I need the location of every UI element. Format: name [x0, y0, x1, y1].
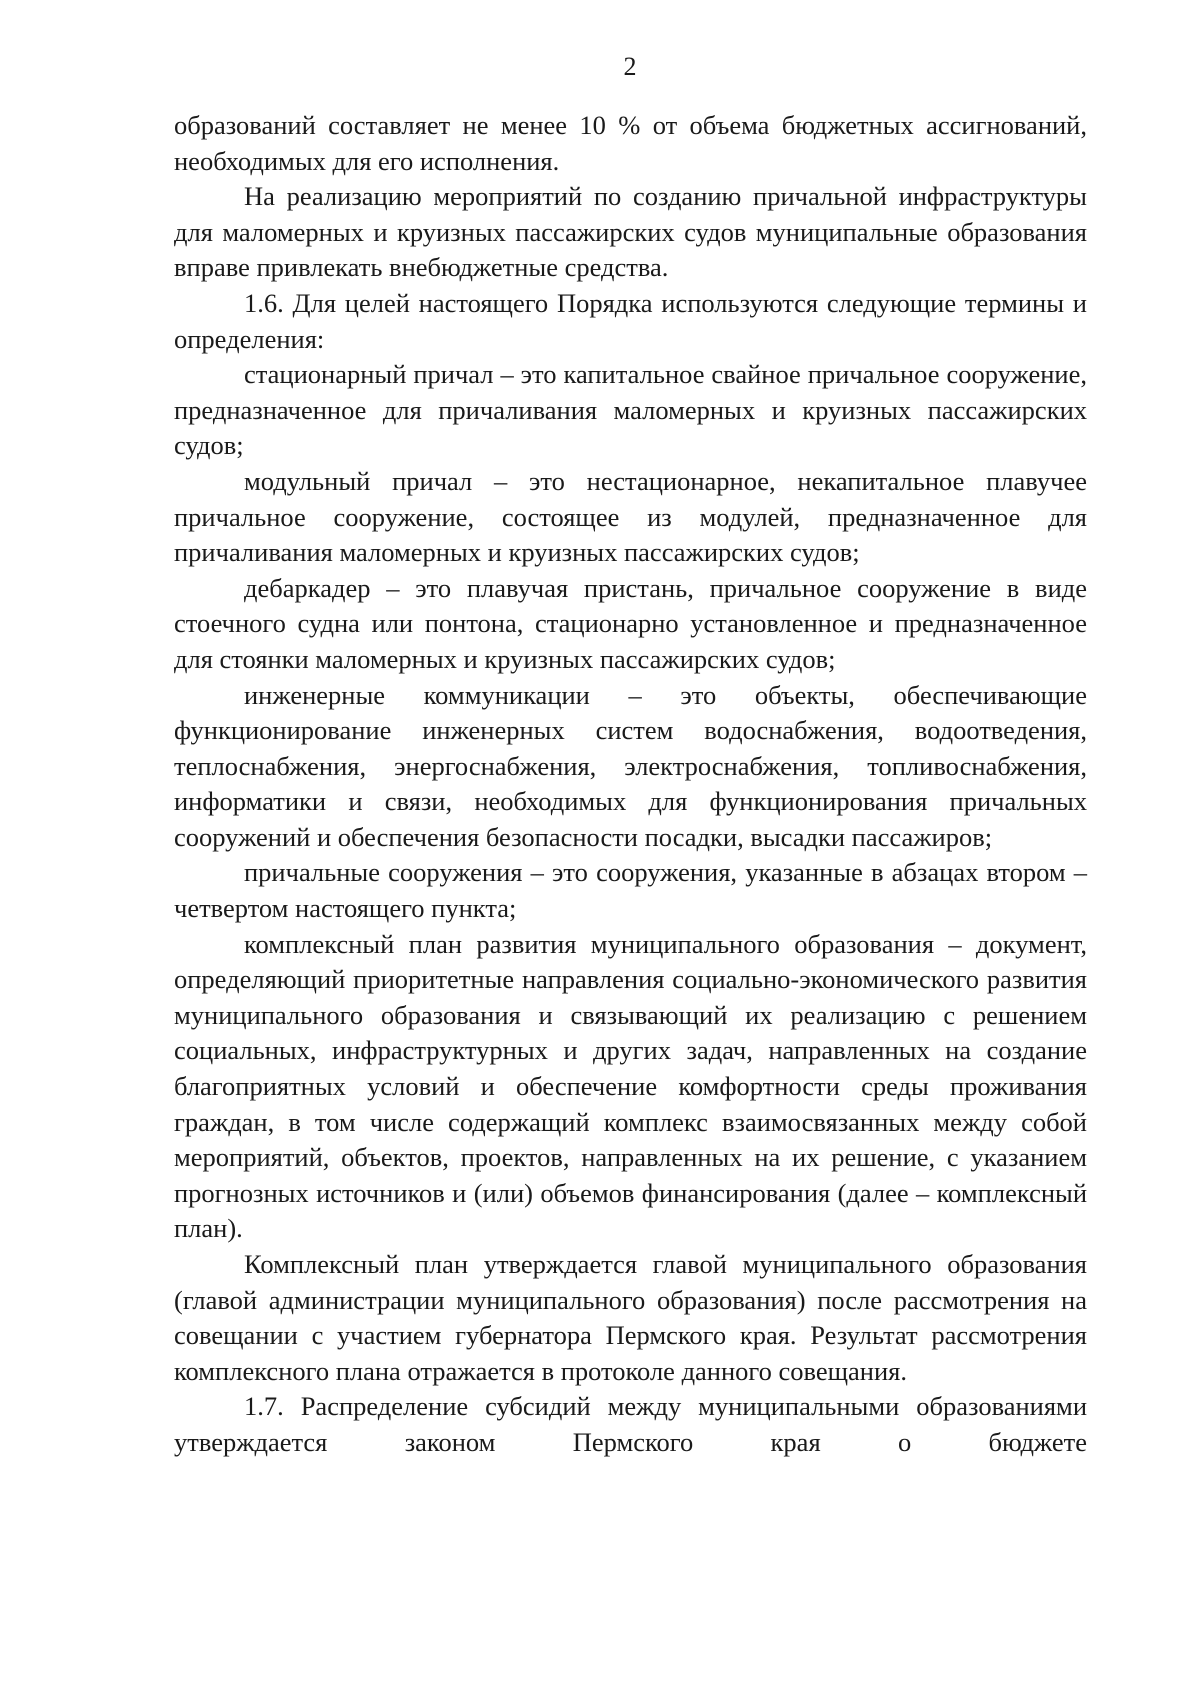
paragraph-extrabudgetary-funds: На реализацию мероприятий по созданию причальной инфраструктуры для маломерных и круизных пассажирских судов муниципальные образования вправе привлекать внебюджетные средства.: [174, 181, 1087, 283]
paragraph-term-stationary-berth: стационарный причал – это капитальное свайное причальное сооружение, предназначенное для причаливания маломерных и круизных пассажирских судов;: [174, 359, 1087, 461]
document-body: [174, 108, 1087, 1461]
paragraph-term-berthing-structures: причальные сооружения – это сооружения, указанные в абзацах втором – четвертом настоящего пункта;: [174, 857, 1087, 924]
paragraph-term-complex-plan: комплексный план развития муниципального образования – документ, определяющий приоритетные направления социально-экономического развития муниципального образования и связывающий их реализацию с решением социальных, инфраструктурных и других задач, направленных на создание благоприятных условий и обеспечение комфортности среды проживания граждан, в том числе содержащий комплекс взаимосвязанных между собой мероприятий, объектов, проектов, направленных на их решение, с указанием прогнозных источников и (или) объемов финансирования (далее – комплексный план).: [174, 928, 1087, 1244]
paragraph-term-modular-berth: модульный причал – это нестационарное, некапитальное плавучее причальное сооружение, состоящее из модулей, предназначенное для причаливания маломерных и круизных пассажирских судов;: [174, 465, 1087, 568]
paragraph-1-6-terms: 1.6. Для целей настоящего Порядка используются следующие термины и определения:: [174, 287, 1087, 354]
paragraph-complex-plan-approval: Комплексный план утверждается главой муниципального образования (главой администрации муниципального образования) после рассмотрения на совещании с участием губернатора Пермского края. Результат рассмотрения комплексного плана отражается в протоколе данного совещания.: [174, 1249, 1087, 1386]
page-number: 2: [623, 52, 637, 81]
paragraph-1-7-distribution: 1.7. Распределение субсидий между муниципальными образованиями утверждается законом Пермского края о бюджете: [174, 1391, 1087, 1457]
paragraph-term-landing-stage: дебаркадер – это плавучая пристань, причальное сооружение в виде стоечного судна или понтона, стационарно установленное и предназначенное для стоянки маломерных и круизных пассажирских судов;: [174, 572, 1087, 674]
paragraph-continuation: образований составляет не менее 10 % от объема бюджетных ассигнований, необходимых для его исполнения.: [174, 110, 1087, 176]
paragraph-term-utilities: инженерные коммуникации – это объекты, обеспечивающие функционирование инженерных систем водоснабжения, водоотведения, теплоснабжения, энергоснабжения, электроснабжения, топливоснабжения, информатики и связи, необходимых для функционирования причальных сооружений и обеспечения безопасности посадки, высадки пассажиров;: [174, 679, 1087, 852]
